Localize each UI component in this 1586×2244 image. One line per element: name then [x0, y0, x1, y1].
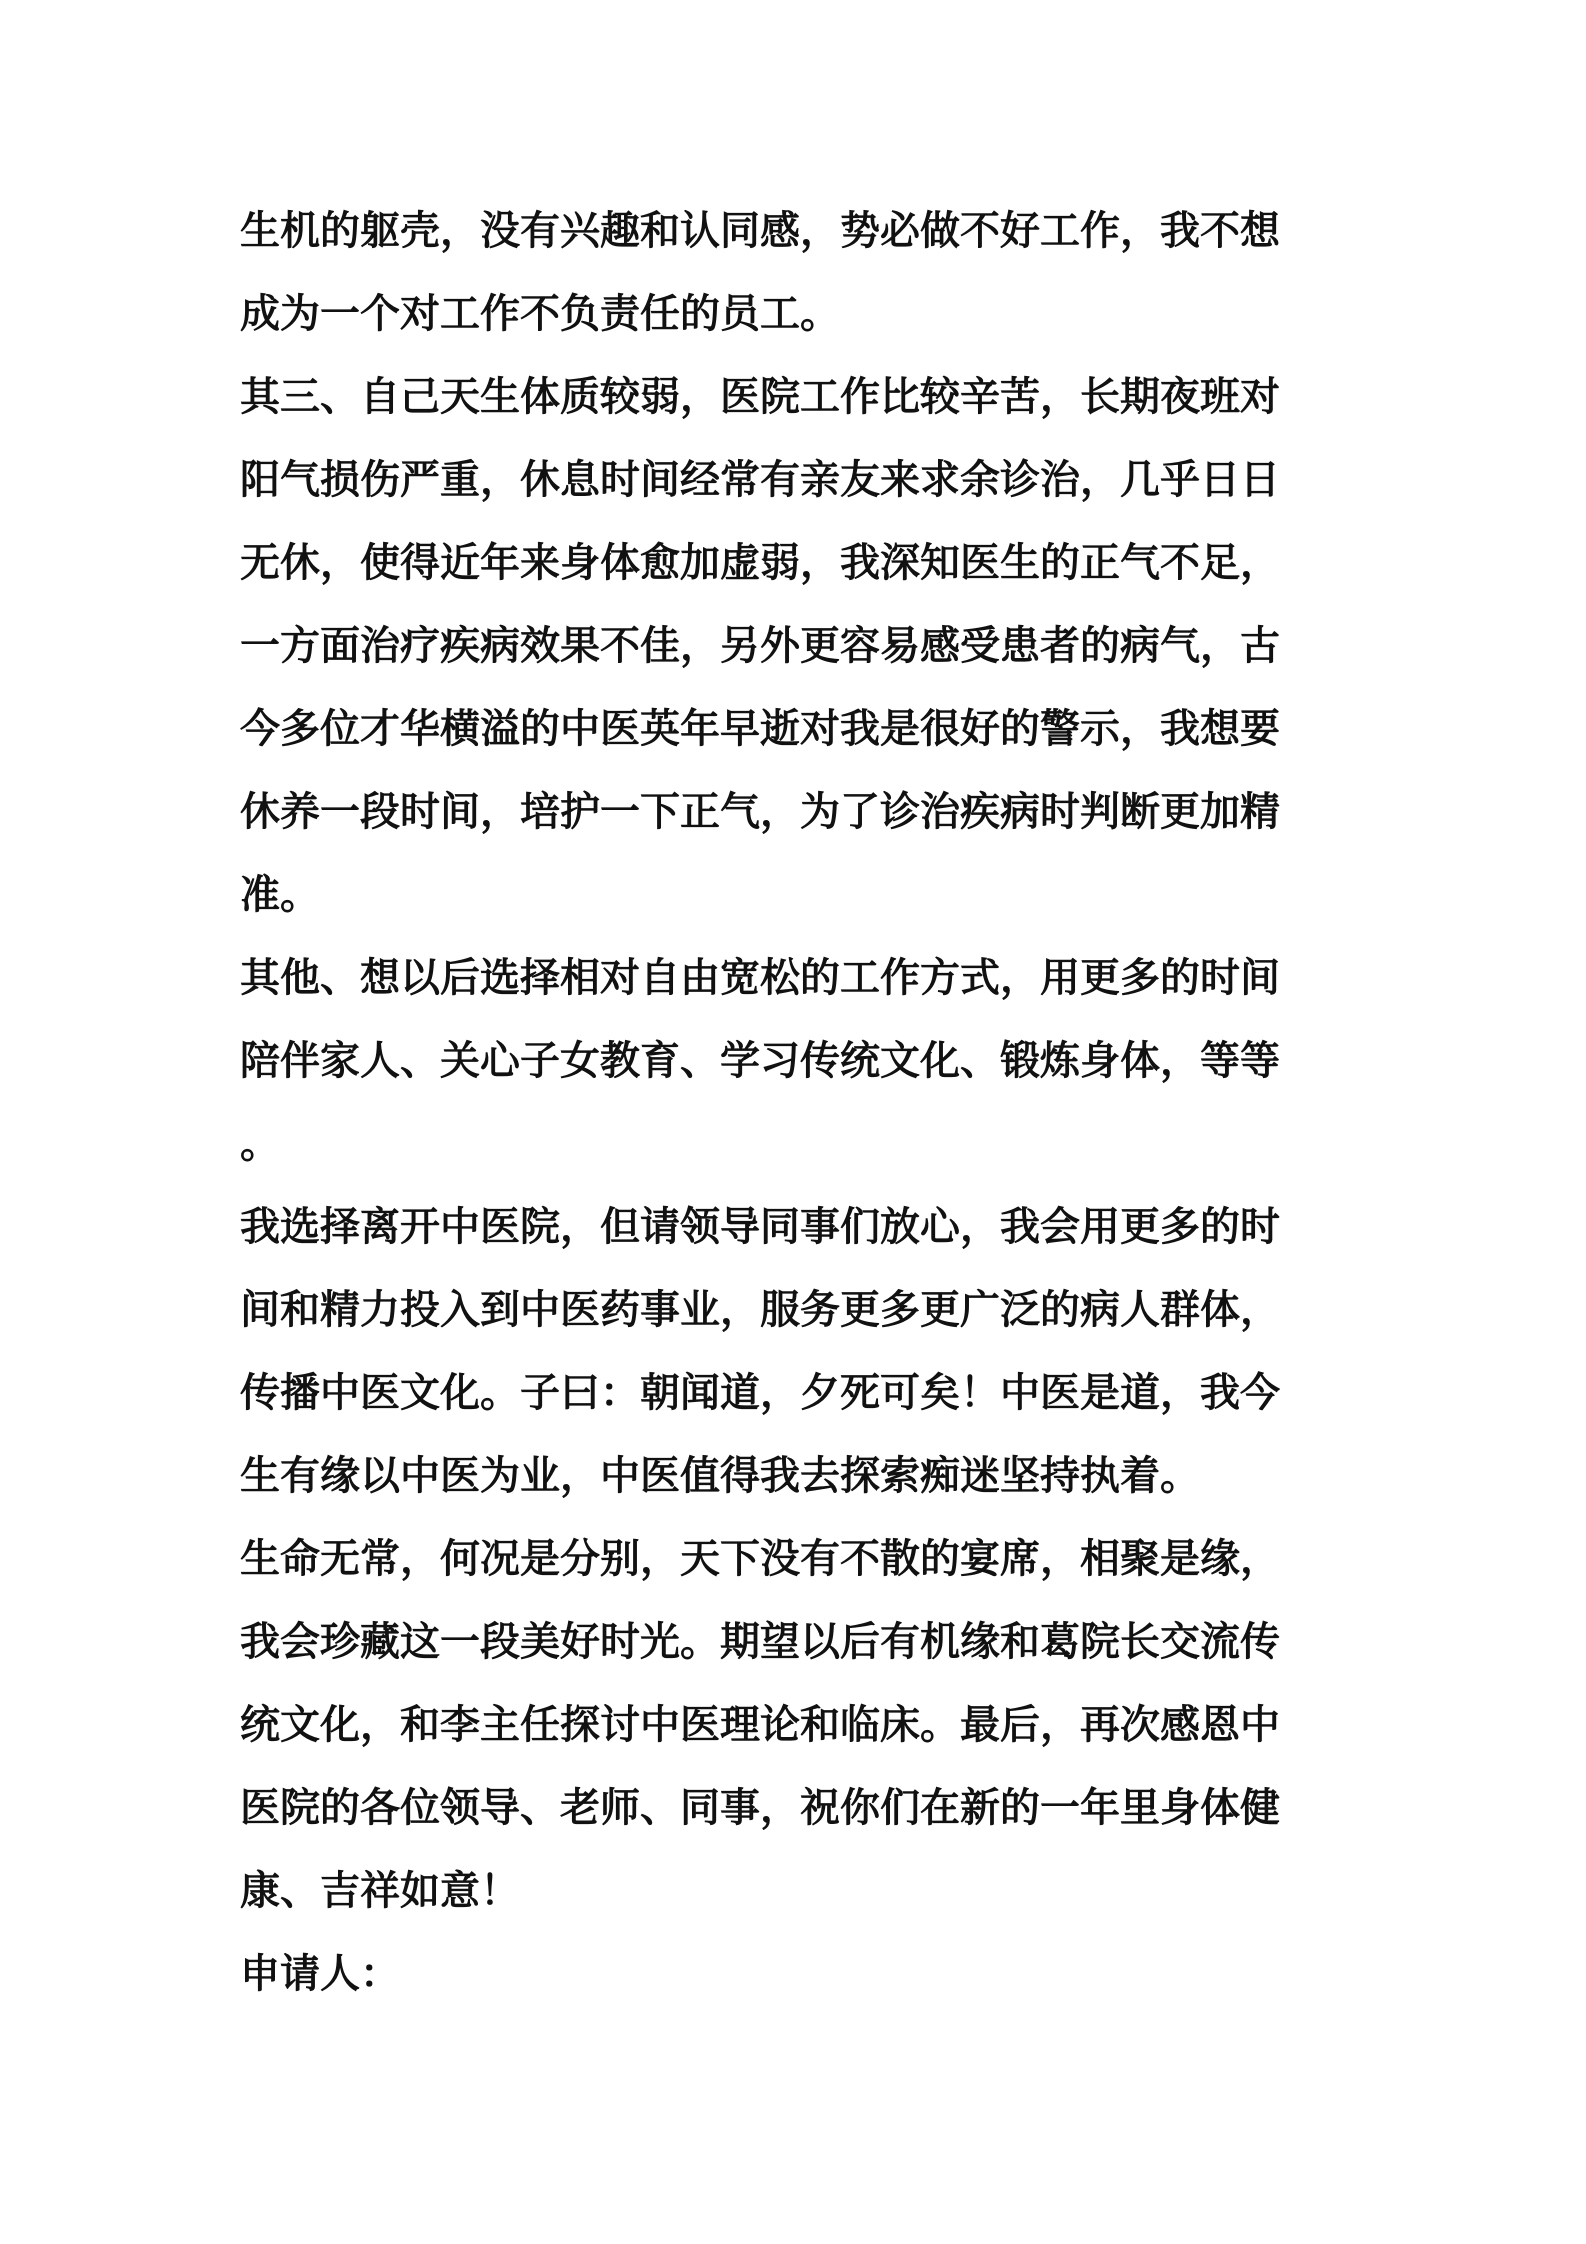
- text-line: 准。: [240, 872, 320, 918]
- text-line: 休养一段时间，培护一下正气，为了诊治疾病时判断更加精: [240, 789, 1280, 835]
- text-line: 。: [240, 1121, 280, 1167]
- text-line: 生有缘以中医为业，中医值得我去探索痴迷坚持执着。: [240, 1453, 1200, 1499]
- text-line: 医院的各位领导、老师、同事，祝你们在新的一年里身体健: [240, 1785, 1280, 1831]
- body-text: [240, 190, 1360, 2016]
- text-line: 我选择离开中医院，但请领导同事们放心，我会用更多的时: [240, 1204, 1280, 1250]
- text-line: 生命无常，何况是分别，天下没有不散的宴席，相聚是缘，: [240, 1536, 1280, 1582]
- text-line: 陪伴家人、关心子女教育、学习传统文化、锻炼身体，等等: [240, 1038, 1280, 1084]
- text-line: 生机的躯壳，没有兴趣和认同感，势必做不好工作，我不想: [240, 208, 1280, 254]
- text-line: 间和精力投入到中医药事业，服务更多更广泛的病人群体，: [240, 1287, 1280, 1333]
- text-line: 其他、想以后选择相对自由宽松的工作方式，用更多的时间: [240, 955, 1280, 1001]
- applicant-label: 申请人：: [240, 1951, 400, 1997]
- text-line: 其三、自己天生体质较弱，医院工作比较辛苦，长期夜班对: [240, 374, 1280, 420]
- text-line: 一方面治疗疾病效果不佳，另外更容易感受患者的病气，古: [240, 623, 1280, 669]
- text-line: 阳气损伤严重，休息时间经常有亲友来求余诊治，几乎日日: [240, 457, 1280, 503]
- text-line: 成为一个对工作不负责任的员工。: [240, 291, 840, 337]
- text-line: 无休，使得近年来身体愈加虚弱，我深知医生的正气不足，: [240, 540, 1280, 586]
- text-line: 我会珍藏这一段美好时光。期望以后有机缘和葛院长交流传: [240, 1619, 1280, 1665]
- text-line: 统文化，和李主任探讨中医理论和临床。最后，再次感恩中: [240, 1702, 1280, 1748]
- text-line: 今多位才华横溢的中医英年早逝对我是很好的警示，我想要: [240, 706, 1280, 752]
- text-line: 传播中医文化。子曰：朝闻道，夕死可矣！中医是道，我今: [240, 1370, 1280, 1416]
- text-line: 康、吉祥如意！: [240, 1868, 520, 1914]
